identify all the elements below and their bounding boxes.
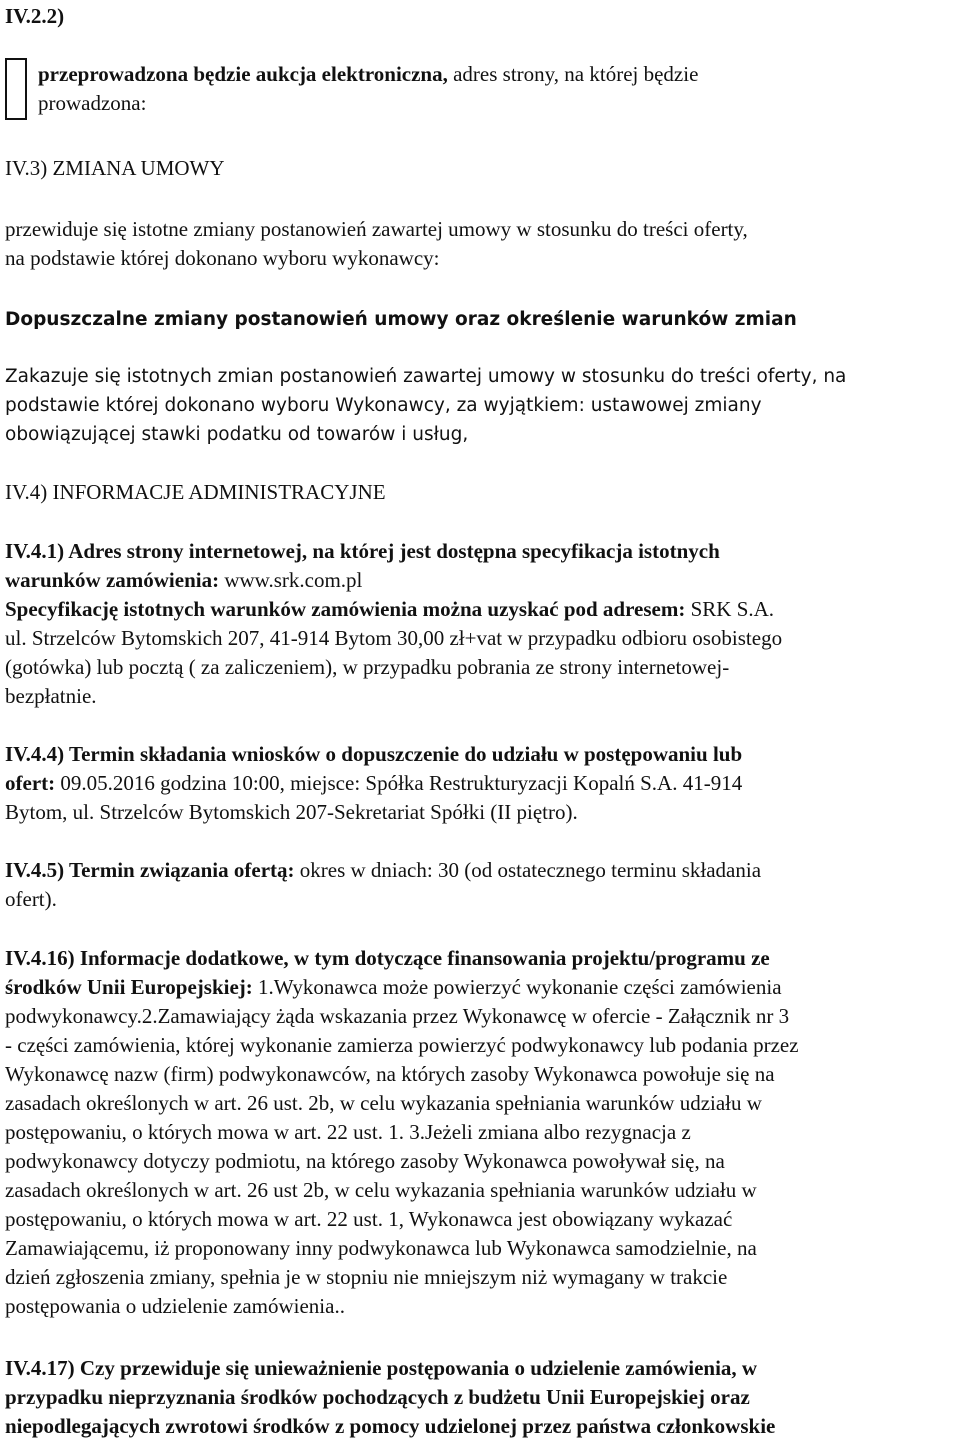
iv416-body-line: podwykonawcy dotyczy podmiotu, na którego zasoby Wykonawca powoływał się, na	[5, 1149, 725, 1173]
auction-label-line2: prowadzona:	[38, 91, 147, 115]
iv44-line1: IV.4.4) Termin składania wniosków o dopuszczenie do udziału w postępowaniu lub	[5, 742, 743, 766]
iv41-line4: ul. Strzelców Bytomskich 207, 41-914 Bytom 30,00 zł+vat w przypadku odbioru osobistego	[5, 626, 783, 650]
iv416-body-line: postępowaniu, o których mowa w art. 22 ust. 1. 3.Jeżeli zmiana albo rezygnacja z	[5, 1120, 691, 1144]
iv41-siwz-address: SRK S.A.	[685, 597, 775, 621]
iv45-label: IV.4.5) Termin związania ofertą:	[5, 858, 295, 882]
auction-checkbox[interactable]	[5, 58, 27, 120]
iv416-body-line: zasadach określonych w art. 26 ust. 2b, w celu wykazania spełniania warunków udziału w	[5, 1091, 762, 1115]
section-iv417	[5, 1354, 960, 1441]
section-iv416	[5, 944, 960, 1321]
section-heading-iv3: IV.3) ZMIANA UMOWY	[5, 156, 225, 180]
section-heading-iv4: IV.4) INFORMACJE ADMINISTRACYJNE	[5, 480, 386, 504]
iv45-line2: ofert).	[5, 887, 57, 911]
iv41-website: www.srk.com.pl	[219, 568, 363, 592]
change-subheading: Dopuszczalne zmiany postanowień umowy oraz określenie warunków zmian	[5, 309, 797, 330]
change-question-line1: przewiduje się istotne zmiany postanowień zawartej umowy w stosunku do treści oferty,	[5, 217, 748, 241]
iv44-line3: Bytom, ul. Strzelców Bytomskich 207-Sekretariat Spółki (II piętro).	[5, 800, 578, 824]
iv417-line2: przypadku nieprzyznania środków pochodzących z budżetu Unii Europejskiej oraz	[5, 1385, 750, 1409]
change-question	[5, 215, 960, 273]
iv41-line1: IV.4.1) Adres strony internetowej, na której jest dostępna specyfikacja istotnych	[5, 539, 720, 563]
iv416-label: środków Unii Europejskiej:	[5, 975, 253, 999]
auction-option	[38, 60, 960, 118]
iv41-label: warunków zamówienia:	[5, 568, 220, 592]
iv416-body-line: postępowaniu, o których mowa w art. 22 ust. 1, Wykonawca jest obowiązany wykazać	[5, 1207, 733, 1231]
auction-label: przeprowadzona będzie aukcja elektroniczna,	[38, 62, 448, 86]
iv41-line6: bezpłatnie.	[5, 684, 97, 708]
iv417-line1: IV.4.17) Czy przewiduje się unieważnienie postępowania o udzielenie zamówienia, w	[5, 1356, 758, 1380]
iv416-body-line: Zamawiającemu, iż proponowany inny podwykonawca lub Wykonawca samodzielnie, na	[5, 1236, 757, 1260]
iv45-value: okres w dniach: 30 (od ostatecznego terminu składania	[294, 858, 762, 882]
iv416-body-line: zasadach określonych w art. 26 ust 2b, w celu wykazania spełniania warunków udziału w	[5, 1178, 757, 1202]
iv41-siwz-label: Specyfikację istotnych warunków zamówienia można uzyskać pod adresem:	[5, 597, 686, 621]
iv41-line5: (gotówka) lub pocztą ( za zaliczeniem), w przypadku pobrania ze strony internetowej-	[5, 655, 730, 679]
iv416-body-line: podwykonawcy.2.Zamawiający żąda wskazania przez Wykonawcę w ofercie - Załącznik nr 3	[5, 1004, 790, 1028]
iv416-text-start: 1.Wykonawca może powierzyć wykonanie części zamówienia	[252, 975, 782, 999]
change-body-line3: obowiązującej stawki podatku od towarów i usług,	[5, 424, 469, 445]
section-iv41	[5, 537, 960, 711]
change-question-line2: na podstawie której dokonano wyboru wykonawcy:	[5, 246, 440, 270]
iv416-body-line: postępowania o udzielenie zamówienia..	[5, 1294, 345, 1318]
iv416-body-line: - części zamówienia, której wykonanie zamierza powierzyć podwykonawcy lub podania przez	[5, 1033, 799, 1057]
iv416-line1: IV.4.16) Informacje dodatkowe, w tym dotyczące finansowania projektu/programu ze	[5, 946, 770, 970]
iv416-body-line: dzień zgłoszenia zmiany, spełnia je w stopniu nie mniejszym niż wymagany w trakcie	[5, 1265, 728, 1289]
section-heading-iv22: IV.2.2)	[5, 4, 65, 28]
auction-label-rest: adres strony, na której będzie	[447, 62, 699, 86]
change-body	[5, 362, 960, 449]
section-iv44	[5, 740, 960, 827]
iv44-label: ofert:	[5, 771, 56, 795]
iv417-line3: niepodlegających zwrotowi środków z pomocy udzielonej przez państwa członkowskie	[5, 1414, 776, 1438]
change-body-line2: podstawie której dokonano wyboru Wykonawcy, za wyjątkiem: ustawowej zmiany	[5, 395, 762, 416]
iv44-deadline: 09.05.2016 godzina 10:00, miejsce: Spółka Restrukturyzacji Kopalń S.A. 41-914	[55, 771, 743, 795]
change-body-line1: Zakazuje się istotnych zmian postanowień zawartej umowy w stosunku do treści oferty, na	[5, 366, 847, 387]
iv416-body-line: Wykonawcę nazw (firm) podwykonawców, na których zasoby Wykonawca powołuje się na	[5, 1062, 775, 1086]
section-iv45	[5, 856, 960, 914]
